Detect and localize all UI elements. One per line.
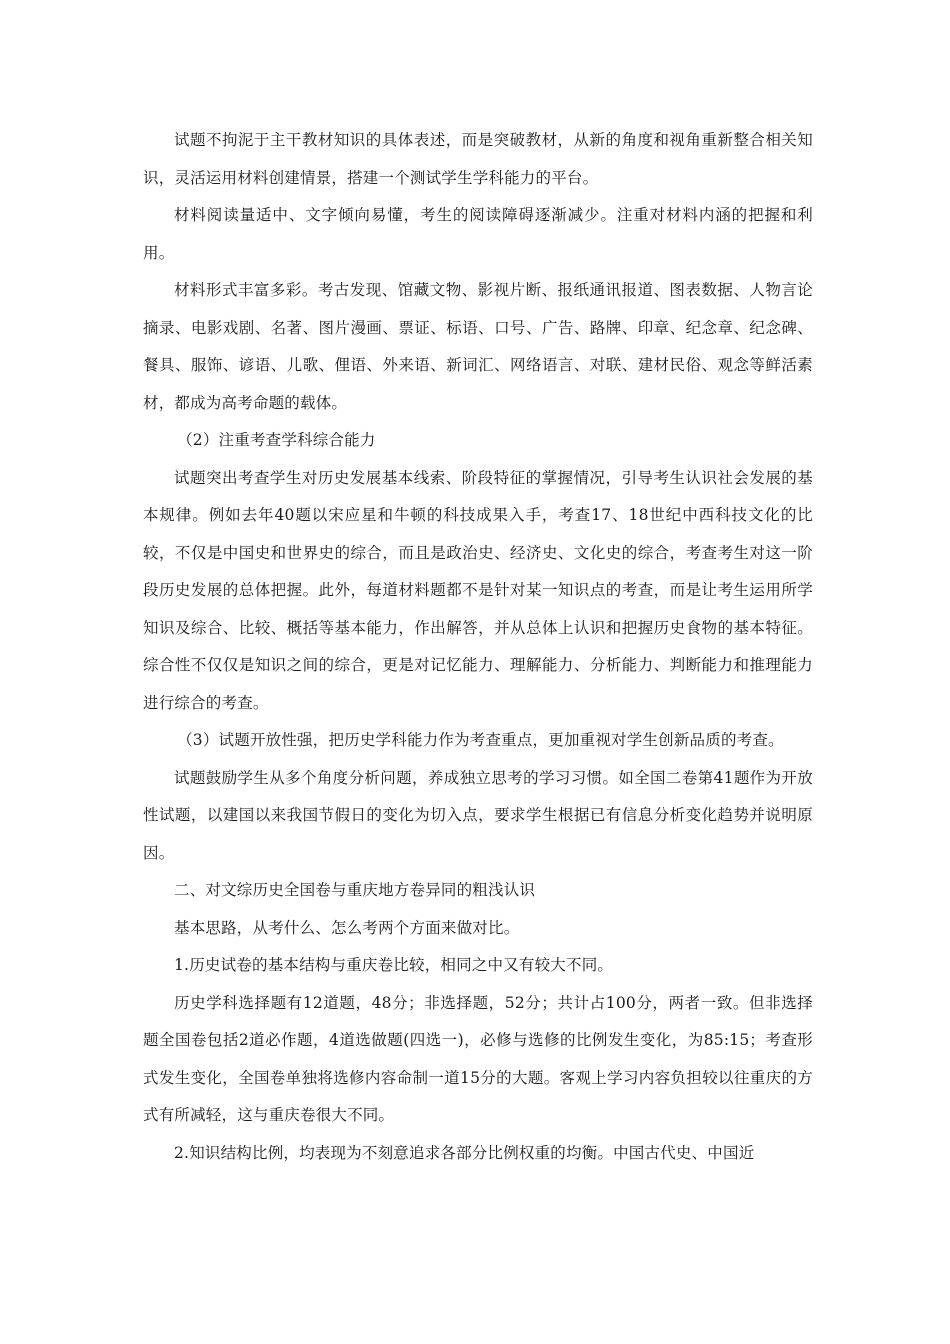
paragraph-basic-approach: 基本思路，从考什么、怎么考两个方面来做对比。 (174, 918, 520, 937)
paragraph-history-clues: 试题突出考查学生对历史发展基本线索、阶段特征的掌握情况，引导考生认识社会发展的基本规律。例如去年40题以宋应星和牛顿的科技成果入手，考查17、18世纪中西科技文化的比较，不仅是中国史和世界史的综合，而且是政治史、经济史、文化史的综合，考查考生对这一阶段历史发展的总体把握。此外，每道材料题都不是针对某一知识点的考查，而是让考生运用所学知识及综合、比较、概括等基本能力，作出解答，并从总体上认识和把握历史食物的基本特征。综合性不仅仅是知识之间的综合，更是对记忆能力、理解能力、分析能力、判断能力和推理能力进行综合的考查。 (143, 468, 813, 712)
subheading-comprehensive-ability: （2）注重考查学科综合能力 (177, 431, 376, 449)
subheading-openness: （3）试题开放性强，把历史学科能力作为考查重点，更加重视对学生创新品质的考查。 (177, 731, 784, 749)
list-item-knowledge-ratio: 2.知识结构比例，均表现为不刻意追求各部分比例权重的均衡。中国古代史、中国近 (174, 1143, 755, 1162)
list-item-structure: 1.历史试卷的基本结构与重庆卷比较，相同之中又有较大不同。 (174, 956, 614, 974)
paragraph-score-distribution: 历史学科选择题有12道题，48分；非选择题，52分；共计占100分，两者一致。但非选择题全国卷包括2道必作题，4道选做题(四选一)，必修与选修的比例发生变化，为85:15；考查形式发生变化，全国卷单独将选修内容命制一道15分的大题。客观上学习内容负担较以往重庆的方式有所减轻，这与重庆卷很大不同。 (143, 993, 813, 1124)
document-page (143, 122, 813, 1172)
paragraph-material-integration: 试题不拘泥于主干教材知识的具体表述，而是突破教材，从新的角度和视角重新整合相关知识，灵活运用材料创建情景，搭建一个测试学生学科能力的平台。 (143, 131, 813, 187)
paragraph-reading-load: 材料阅读量适中、文字倾向易懂，考生的阅读障碍逐渐减少。注重对材料内涵的把握和利用。 (143, 206, 813, 262)
section-heading-comparison: 二、对文综历史全国卷与重庆地方卷异同的粗浅认识 (174, 881, 536, 899)
paragraph-material-forms: 材料形式丰富多彩。考古发现、馆藏文物、影视片断、报纸通讯报道、图表数据、人物言论摘录、电影戏剧、名著、图片漫画、票证、标语、口号、广告、路牌、印章、纪念章、纪念碑、餐具、服饰、谚语、儿歌、俚语、外来语、新词汇、网络语言、对联、建材民俗、观念等鲜活素材，都成为高考命题的载体。 (143, 281, 813, 412)
paragraph-open-question: 试题鼓励学生从多个角度分析问题，养成独立思考的学习习惯。如全国二卷第41题作为开放性试题，以建国以来我国节假日的变化为切入点，要求学生根据已有信息分析变化趋势并说明原因。 (143, 768, 813, 862)
